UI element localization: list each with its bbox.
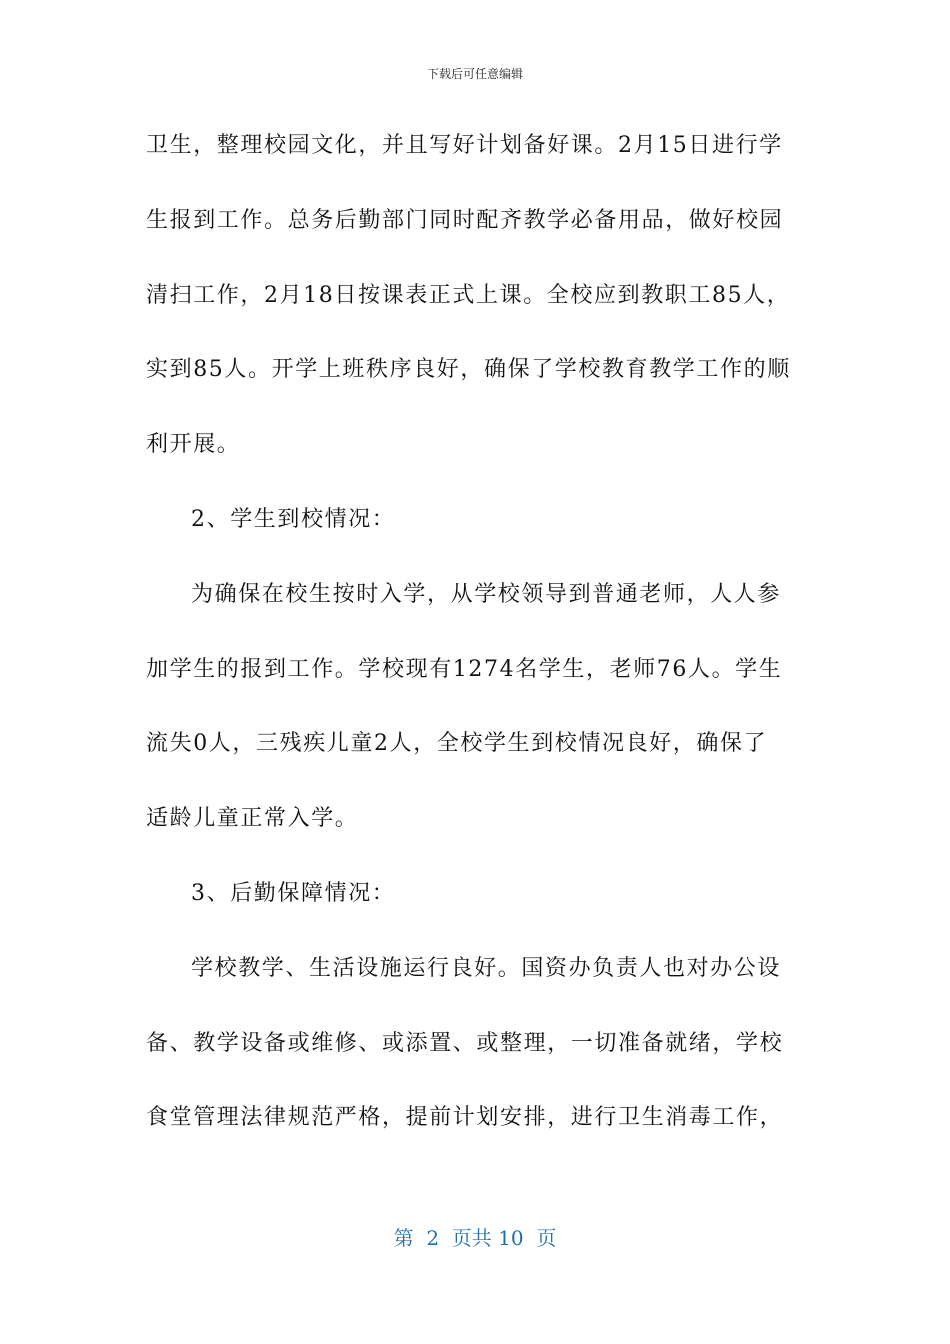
paragraph-line: 为确保在校生按时入学，从学校领导到普通老师，人人参 (191, 581, 782, 607)
paragraph-line: 利开展。 (146, 432, 241, 458)
paragraph-line: 实到85人。开学上班秩序良好，确保了学校教育教学工作的顺 (146, 357, 791, 383)
paragraph-line: 流失0人，三残疾儿童2人，全校学生到校情况良好，确保了 (146, 731, 768, 757)
paragraph-line: 适龄儿童正常入学。 (146, 806, 359, 832)
paragraph-line: 清扫工作，2月18日按课表正式上课。全校应到教职工85人， (146, 282, 791, 308)
paragraph-line: 食堂管理法律规范严格，提前计划安排，进行卫生消毒工作， (146, 1105, 784, 1131)
paragraph-line: 加学生的报到工作。学校现有1274名学生，老师76人。学生 (146, 656, 783, 682)
section-heading: 2、学生到校情况： (191, 506, 396, 532)
page-header: 下载后可任意编辑 (426, 67, 523, 81)
section-heading: 3、后勤保障情况： (191, 880, 396, 906)
body-text (146, 121, 806, 1168)
page-footer: 第 2 页共 10 页 (393, 1226, 557, 1250)
paragraph-line: 学校教学、生活设施运行良好。国资办负责人也对办公设 (191, 955, 782, 981)
paragraph-line: 备、教学设备或维修、或添置、或整理，一切准备就绪，学校 (146, 1030, 784, 1056)
paragraph-line: 生报到工作。总务后勤部门同时配齐教学必备用品，做好校园 (146, 207, 784, 233)
paragraph-line: 卫生，整理校园文化，并且写好计划备好课。2月15日进行学 (146, 133, 783, 158)
